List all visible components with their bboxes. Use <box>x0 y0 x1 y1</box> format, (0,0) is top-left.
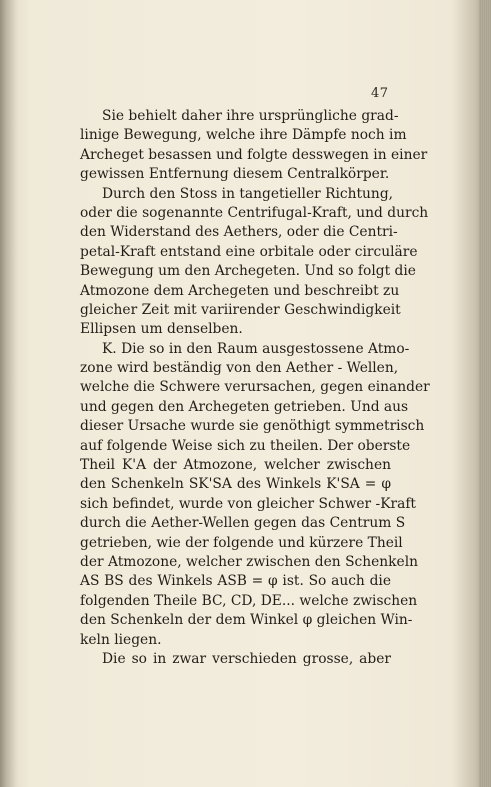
text-line: folgenden Theile BC, CD, DE... welche zwischen <box>80 592 418 609</box>
text-line: gewissen Entfernung diesem Centralkörper. <box>80 166 390 183</box>
text-line: auf folgende Weise sich zu theilen. Der oberste <box>80 437 411 454</box>
text-line: der Atmozone, welcher zwischen den Schenkeln <box>80 553 419 570</box>
text-line: dieser Ursache wurde sie genöthigt symmetrisch <box>80 418 425 435</box>
text-line: zone wird beständig von den Aether - Wellen, <box>80 360 399 377</box>
text-line: oder die sogenannte Centrifugal-Kraft, und durch <box>80 204 429 221</box>
body-text <box>80 107 430 669</box>
text-line: und gegen den Archegeten getrieben. Und aus <box>80 398 409 415</box>
text-line: den Widerstand des Aethers, oder die Centri- <box>80 224 398 241</box>
text-line: sich befindet, wurde von gleicher Schwer -Kraft <box>80 495 416 512</box>
text-line: den Schenkeln SK'SA des Winkels K'SA = φ <box>80 476 391 493</box>
page-fore-edge <box>479 0 491 787</box>
binding-shadow <box>0 0 18 787</box>
text-line: getrieben, wie der folgende und kürzere Theil <box>80 534 403 551</box>
text-line: Bewegung um den Archegeten. Und so folgt die <box>80 263 416 280</box>
text-line: durch die Aether-Wellen gegen das Centrum S <box>80 515 406 532</box>
text-line: Atmozone dem Archegeten und beschreibt zu <box>80 282 400 299</box>
text-line: Die so in zwar verschieden grosse, aber <box>102 650 391 667</box>
text-line: gleicher Zeit mit variirender Geschwindigkeit <box>80 301 401 318</box>
text-line: linige Bewegung, welche ihre Dämpfe noch im <box>80 127 407 144</box>
text-line: Ellipsen um denselben. <box>80 321 243 338</box>
text-line: AS BS des Winkels ASB = φ ist. So auch die <box>80 573 391 590</box>
text-line: Theil K'A der Atmozone, welcher zwischen <box>80 457 391 474</box>
text-line: Durch den Stoss in tangetieller Richtung, <box>102 185 394 202</box>
text-line: petal-Kraft entstand eine orbitale oder circuläre <box>80 243 418 260</box>
text-line: den Schenkeln der dem Winkel φ gleichen Win- <box>80 612 413 629</box>
text-line: Archeget besassen und folgte desswegen in einer <box>80 146 428 163</box>
page-number: 47 <box>371 86 389 101</box>
text-line: Sie behielt daher ihre ursprüngliche grad- <box>102 108 399 124</box>
text-line: keln liegen. <box>80 631 162 648</box>
text-line: K. Die so in den Raum ausgestossene Atmo- <box>102 340 410 357</box>
text-line: welche die Schwere verursachen, gegen einander <box>80 379 430 396</box>
